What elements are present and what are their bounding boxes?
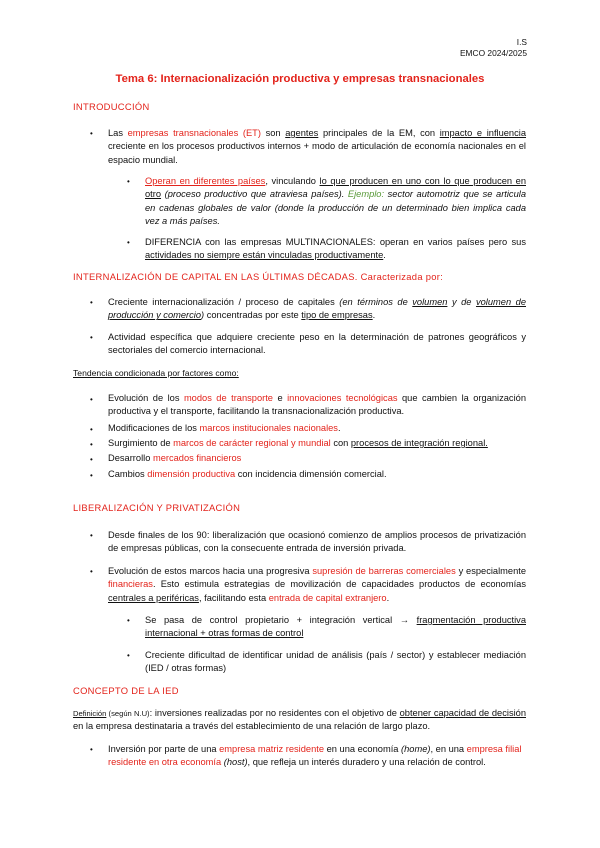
- factor-dimension: Cambios dimensión productiva con incidencia dimensión comercial.: [108, 469, 387, 479]
- subheading-tendencia: Tendencia condicionada por factores como:: [73, 368, 239, 378]
- paragraph-dificultad: Creciente dificultad de identificar unidad de análisis (país / sector) y establecer mediación (IED / otras formas): [145, 650, 526, 674]
- paragraph-diferencia: DIFERENCIA con las empresas MULTINACIONALES: operan en varios países pero sus actividades no siempre están vinculadas productivamente.: [145, 237, 526, 261]
- bullet-icon: •: [127, 651, 130, 660]
- bullet-icon: •: [90, 395, 93, 404]
- bullet-icon: •: [90, 567, 93, 576]
- paragraph-actividad: Actividad específica que adquiere creciente peso en la determinación de patrones geográficos y sectoriales del comercio internacional.: [108, 332, 526, 356]
- bullet-icon: •: [90, 471, 93, 480]
- section-heading-introduccion: INTRODUCCIÓN: [73, 101, 150, 112]
- header-course: EMCO 2024/2025: [459, 48, 527, 58]
- section-heading-ied: CONCEPTO DE LA IED: [73, 685, 179, 696]
- factor-transporte: Evolución de los modos de transporte e innovaciones tecnológicas que cambien la organización productiva y el transporte, facilitando la transnacionalización productiva.: [108, 393, 526, 417]
- factor-mercados: Desarrollo mercados financieros: [108, 453, 242, 463]
- bullet-icon: •: [90, 745, 93, 754]
- bullet-icon: •: [90, 425, 93, 434]
- paragraph-creciente: Creciente internacionalización / proceso de capitales (en términos de volumen y de volumen de producción y comercio) concentradas por este tipo de empresas.: [108, 297, 526, 321]
- section-heading-internalizacion: INTERNALIZACIÓN DE CAPITAL EN LAS ÚLTIMAS DÉCADAS. Caracterizada por:: [73, 271, 444, 282]
- paragraph-definicion: Definición (según N.U): inversiones realizadas por no residentes con el objetivo de obtener capacidad de decisión en la empresa destinataria a través del establecimiento de una relación de largo plazo.: [73, 708, 526, 732]
- bullet-icon: •: [127, 616, 130, 625]
- factor-regional: Surgimiento de marcos de carácter regional y mundial con procesos de integración regional.: [108, 438, 488, 448]
- paragraph-control: Se pasa de control propietario + integración vertical → fragmentación productiva internacional + otras formas de control: [145, 615, 526, 639]
- bullet-icon: •: [90, 455, 93, 464]
- paragraph-inversion: Inversión por parte de una empresa matriz residente en una economía (home), en una empresa filial residente en otra economía (host), que refleja un interés duradero y una relación de control.: [108, 744, 522, 768]
- bullet-icon: •: [90, 129, 93, 138]
- factor-marcos: Modificaciones de los marcos institucionales nacionales.: [108, 423, 341, 433]
- bullet-icon: •: [127, 238, 130, 247]
- paragraph-operan: Operan en diferentes países, vinculando lo que producen en uno con lo que producen en otro (proceso productivo que atraviesa países). Ejemplo: sector automotriz que se articula en cadenas globales de valor (donde la producción de un determinado bien implica cada vez a más países.: [145, 176, 526, 227]
- bullet-icon: •: [90, 333, 93, 342]
- paragraph-evolucion: Evolución de estos marcos hacia una progresiva supresión de barreras comerciales y especialmente financieras. Esto estimula estrategias de movilización de capacidades productos de economías centrales a periféricas, facilitando esta entrada de capital extranjero.: [108, 566, 527, 603]
- paragraph-et: Las empresas transnacionales (ET) son agentes principales de la EM, con impacto e influencia creciente en los procesos productivos internos + modo de articulación de economía nacionales en el espacio mundial.: [108, 128, 526, 165]
- bullet-icon: •: [127, 177, 130, 186]
- header-initials: I.S: [516, 37, 527, 47]
- bullet-icon: •: [90, 440, 93, 449]
- section-heading-liberalizacion: LIBERALIZACIÓN Y PRIVATIZACIÓN: [73, 502, 241, 513]
- page-title: Tema 6: Internacionalización productiva y empresas transnacionales: [115, 73, 485, 85]
- bullet-icon: •: [90, 298, 93, 307]
- bullet-icon: •: [90, 531, 93, 540]
- paragraph-desde: Desde finales de los 90: liberalización que ocasionó comienzo de amplios procesos de privatización de empresas públicas, con la consecuente entrada de inversión privada.: [108, 530, 526, 554]
